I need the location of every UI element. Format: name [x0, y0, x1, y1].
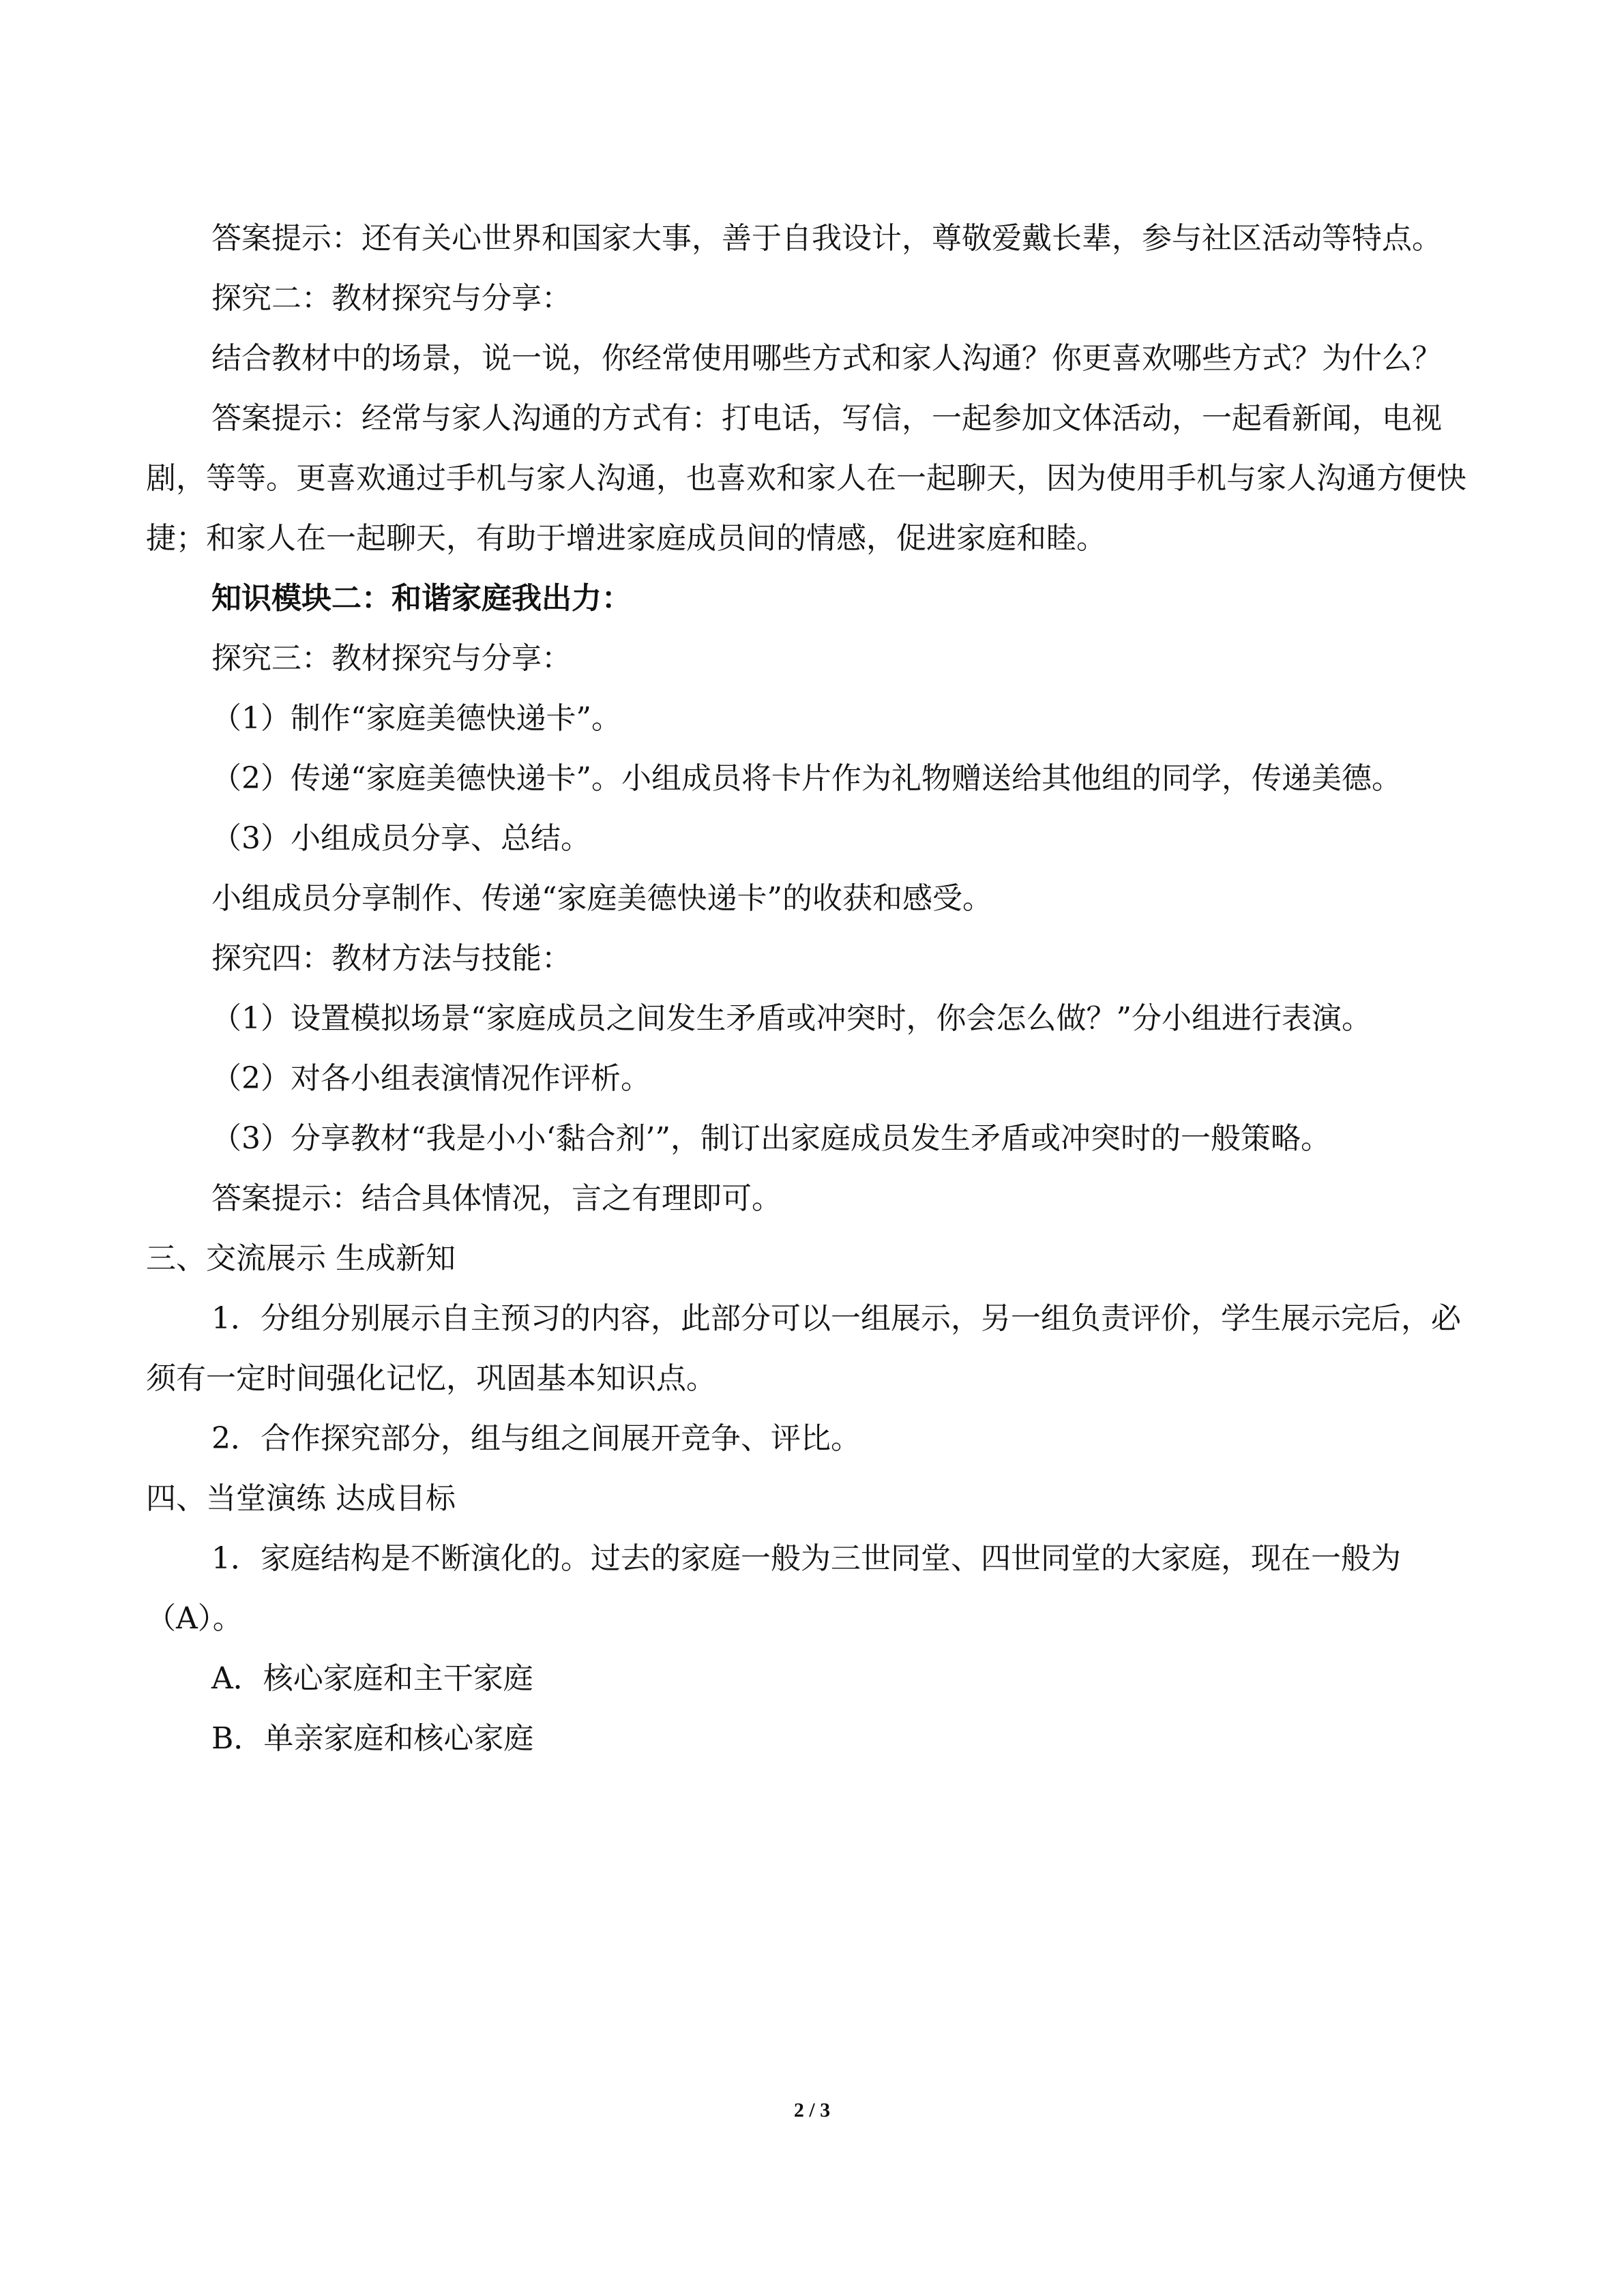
document-body: [146, 209, 1483, 1769]
section-four-heading: 四、当堂演练 达成目标: [146, 1481, 456, 1516]
list-item: （3）分享教材“我是小小‘黏合剂’”，制订出家庭成员发生矛盾或冲突时的一般策略。: [211, 1121, 1331, 1156]
inquiry-four-heading: 探究四：教材方法与技能：: [211, 941, 572, 976]
answer-hint-paragraph: 答案提示：经常与家人沟通的方式有：打电话，写信，一起参加文体活动，一起看新闻，电视剧，等等。更喜欢通过手机与家人沟通，也喜欢和家人在一起聊天，因为使用手机与家人沟通方便快捷；和家人在一起聊天，有助于增进家庭成员间的情感，促进家庭和睦。: [146, 401, 1466, 556]
list-item: （2）传递“家庭美德快递卡”。小组成员将卡片作为礼物赠送给其他组的同学，传递美德。: [211, 761, 1402, 796]
list-item: 2．合作探究部分，组与组之间展开竞争、评比。: [211, 1421, 861, 1456]
inquiry-two-heading: 探究二：教材探究与分享：: [211, 281, 572, 316]
list-item: （1）设置模拟场景“家庭成员之间发生矛盾或冲突时，你会怎么做？”分小组进行表演。: [211, 1001, 1372, 1036]
section-three-heading: 三、交流展示 生成新知: [146, 1241, 456, 1276]
knowledge-module-two-heading: 知识模块二：和谐家庭我出力：: [211, 581, 632, 616]
inquiry-three-heading: 探究三：教材探究与分享：: [211, 641, 572, 676]
page-number: 2 / 3: [793, 2099, 831, 2121]
list-item: （1）制作“家庭美德快递卡”。: [211, 701, 621, 736]
answer-hint-paragraph: 答案提示：还有关心世界和国家大事，善于自我设计，尊敬爱戴长辈，参与社区活动等特点。: [211, 221, 1442, 256]
body-paragraph: 小组成员分享制作、传递“家庭美德快递卡”的收获和感受。: [211, 881, 992, 916]
list-item: （2）对各小组表演情况作评析。: [211, 1061, 651, 1096]
answer-option: B．单亲家庭和核心家庭: [211, 1721, 534, 1756]
answer-hint-paragraph: 答案提示：结合具体情况，言之有理即可。: [211, 1181, 782, 1216]
answer-option: A．核心家庭和主干家庭: [211, 1661, 533, 1696]
inquiry-two-question: 结合教材中的场景，说一说，你经常使用哪些方式和家人沟通？你更喜欢哪些方式？为什么？: [211, 341, 1442, 376]
list-item: 1．分组分别展示自主预习的内容，此部分可以一组展示，另一组负责评价，学生展示完后，必须有一定时间强化记忆，巩固基本知识点。: [146, 1301, 1461, 1396]
exercise-question: 1．家庭结构是不断演化的。过去的家庭一般为三世同堂、四世同堂的大家庭，现在一般为（A）。: [146, 1541, 1401, 1636]
list-item: （3）小组成员分享、总结。: [211, 821, 591, 856]
